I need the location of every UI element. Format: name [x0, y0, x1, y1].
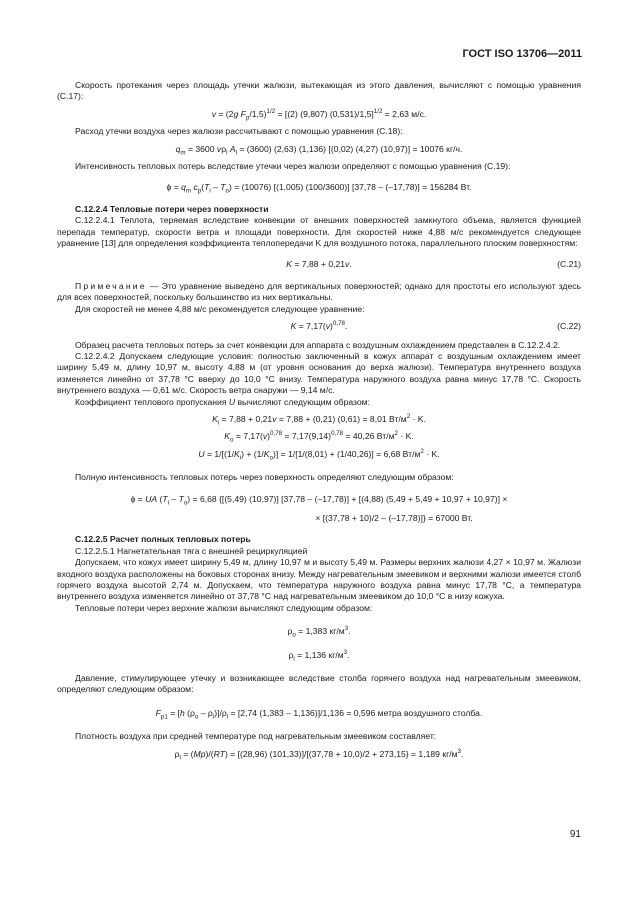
spacer [57, 484, 581, 494]
spacer [57, 638, 581, 650]
spacer [57, 194, 581, 204]
paragraph: Плотность воздуха при средней температуре под нагревательным змеевиком составляет: [75, 731, 437, 742]
equation-number: (C.22) [557, 321, 581, 332]
spacer [57, 172, 581, 182]
paragraph: Допускаем, что кожух имеет ширину 5,49 м, длину 10,97 м и высоту 5,49 м. Размеры верхних жалюзи 4,27 × 10,97 м. Жалюзи входного воздуха расположены на боковых сторонах внизу. Между нагревательным змеевиком и верхними жалюзи имеется столб горячего воздуха высотой 2,74 м. Допускаем, что температура наружного воздуха равна минус 17,78 °C, а температура внутреннего воздуха изменяется линейно от 37,78 °C над нагревательным змеевиком до 10,0 °C в низу кожуха. [57, 557, 581, 602]
equation-line: $F_{p1} = [h$ $(\rho_o - \rho_i)]/\rho_i = [2,74$ (1,383 – 1,136)]/1,136 = 0,596 метра воздушного столба. [155, 707, 483, 721]
page-number: 91 [569, 829, 581, 840]
paragraph: Расход утечки воздуха через жалюзи рассчитывают с помощью уравнения (C.18): [75, 126, 403, 137]
equation: K = 7,88 + 0,21v. [286, 259, 352, 270]
equation-line: $q_m = 3600$ $v\rho_l$ $A_l = (3600)$ (2,63) (1,136) [(0,02) (4,27) (10,97)] = 10076 кг/ч. [175, 143, 463, 157]
spacer [57, 460, 581, 472]
equation-line [57, 259, 581, 270]
paragraph: C.12.2.4.2 Допускаем следующие условия: полностью заключенный в кожух аппарат с воздушным охлаждением имеет ширину 5,49 м, длину 10,97 м, высоту 4,88 м (от уровня основания до верха жалюзи). Температура внутреннего воздуха изменяется линейно от 37,78 °C вверху до 10,0 °C внизу. Температура наружного воздуха равна минус 17,78 °C. Скорость внутреннего воздуха — 0,61 м/с. Скорость ветра снаружи — 9,14 м/с. [57, 350, 581, 396]
spacer [57, 524, 581, 534]
equation-line: $K_o = 7,17(v)^{0,78} = 7,17(9,14)^{0,78} = 40,26$ $Вт/м^2 \cdot K$. [224, 430, 414, 445]
equation-line: v = (2g $F_p/1,5)^{1/2} = [(2)$ (9,807) (0,531)/1,5]$^{1/2}$ = 2,63 м/с. [211, 107, 427, 122]
equation-line: $\phi = q_m$ $c_p(T_i - T_o) = (10076)$ [(1,005) (100/3600)] [37,78 – (–17,78)] = 156284 Вт. [166, 182, 472, 196]
equation-line: $K_i = 7,88 + 0,21v = 7,88 + (0,21) (0,61) = 8,01$ $Вт/м^2 \cdot K$. [212, 413, 426, 427]
paragraph: Коэффициент теплового пропускания U вычисляют следующим образом: [75, 396, 370, 407]
spacer [57, 271, 581, 281]
spacer [57, 696, 581, 708]
document-body [57, 80, 581, 760]
equation-line: $\rho_i = 1,136$ $кг/м^3$. [288, 648, 350, 663]
paragraph: Образец расчета тепловых потерь за счет конвекции для аппарата с воздушным охлаждением представлен в C.12.2.4.2. [75, 339, 561, 350]
paragraph: Скорость протекания через площадь утечки жалюзи, вытекающая из этого давления, вычисляют с помощью уравнения (C.17): [57, 80, 581, 102]
paragraph: Примечание — Это уравнение выведено для вертикальных поверхностей; однако для простоты его используют здесь для всех поверхностей, поскольку большинство из них вертикальны. [57, 280, 581, 303]
equation: $K = 7,17(v)^{0,78}$. [290, 320, 348, 332]
spacer [57, 505, 581, 513]
equation-line: × [(37,78 + 10)/2 – (–17,78)]} = 67000 Вт. [315, 512, 473, 523]
paragraph: Интенсивность тепловых потерь вследствие утечки через жалюзи определяют с помощью уравнения (C.19): [75, 161, 511, 172]
equation-number: (C.21) [557, 259, 581, 270]
equation-line [57, 321, 581, 332]
equation-line: $U = 1/[(1/K_i) + (1/K_o)] = 1/[1/(8,01) + (1/40,26)] = 6,68$ $Вт/м^2 \cdot K$. [198, 447, 440, 462]
spacer [57, 249, 581, 259]
paragraph: C.12.2.4.1 Теплота, теряемая вследствие конвекции от внешних поверхностей замкнутого объема, является функцией перепада температур, скорости ветра и площади поверхности. Для скоростей ниже 4,88 м/с рекомендуется следующее уравнение [13] для определения коэффициента теплопередачи K для воздушного потока, параллельного плоским поверхностям: [57, 215, 581, 249]
section-heading: C.12.2.5 Расчет полных тепловых потерь [75, 534, 251, 545]
spacer [57, 614, 581, 626]
paragraph: Тепловые потери через верхние жалюзи вычисляют следующим образом: [75, 602, 373, 613]
paragraph: Давление, стимулирующее утечку и возникающее вследствие столба горячего воздуха над нагревательным змеевиком, определяют следующим образом: [57, 673, 581, 695]
spacer [57, 333, 581, 340]
spacer [57, 719, 581, 731]
equation-line: ϕ = UA $(T_i - T_o) = 6,68$ {[(5,49) (10,97)] [37,78 – (–17,78)] + [(4,88) (5,49 + 5,49 + 10,97 + 10,97)] × [130, 493, 508, 507]
paragraph: C.12.2.5.1 Нагнетательная тяга с внешней рециркуляцией [75, 545, 308, 556]
document-header: ГОСТ ISO 13706—2011 [462, 48, 582, 60]
spacer [57, 661, 581, 673]
paragraph: Для скоростей не менее 4,88 м/с рекомендуется следующее уравнение: [75, 303, 365, 314]
equation-line: $\rho_l = (Mp)/(RT) = [(28,96) (101,33)]/[(37,78 + 10,0)/2 + 273,15\} = 1,189$ $кг/м^3$. [174, 747, 464, 762]
equation-line: $\rho_o = 1,383$ $кг/м^3$. [287, 625, 351, 639]
section-heading: C.12.2.4 Тепловые потери через поверхности [75, 203, 269, 214]
paragraph: Полную интенсивность тепловых потерь через поверхность определяют следующим образом: [75, 472, 454, 483]
